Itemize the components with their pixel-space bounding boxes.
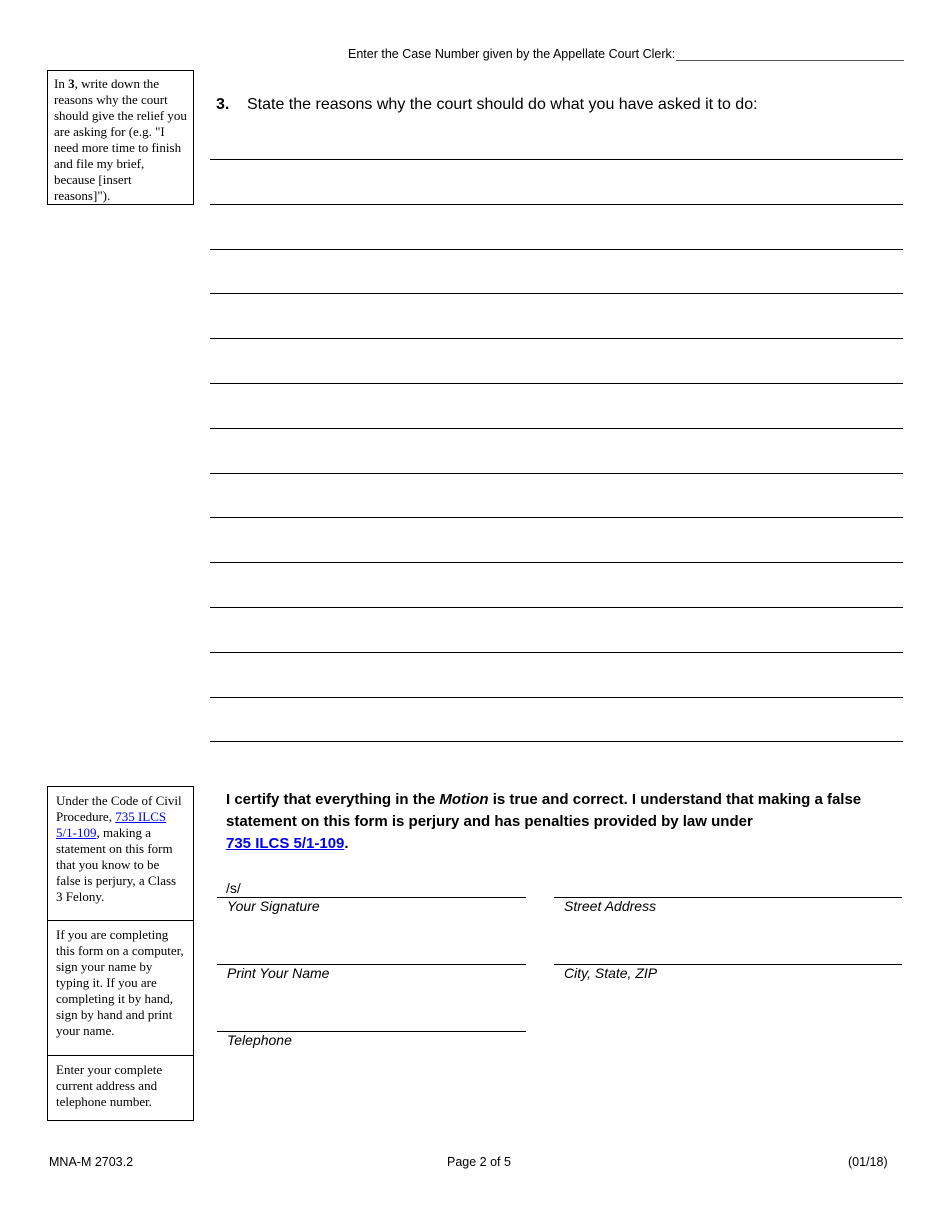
answer-line[interactable]	[210, 473, 903, 474]
perjury-note: Under the Code of Civil Procedure, 735 ILCS 5/1-109, making a statement on this form that you know to be false is perjury, a Class 3 Felony.	[56, 793, 182, 904]
question-3	[216, 96, 758, 114]
case-number-row	[348, 47, 904, 61]
instruction-box-signature	[47, 786, 194, 1121]
city-state-zip-label: City, State, ZIP	[564, 965, 658, 981]
answer-line[interactable]	[210, 293, 903, 294]
print-name-label: Print Your Name	[227, 965, 330, 981]
answer-line[interactable]	[210, 517, 903, 518]
certification-statement: I certify that everything in the Motion is true and correct. I understand that making a false statement on this form is perjury and has penalties provided by law under 735 ILCS 5/1-109.	[226, 791, 862, 852]
street-address-label: Street Address	[564, 898, 657, 914]
answer-line[interactable]	[210, 204, 903, 205]
signature-field[interactable]: /s/	[226, 880, 241, 896]
form-id: MNA-M 2703.2	[49, 1155, 134, 1169]
answer-line[interactable]	[210, 607, 903, 608]
telephone-label: Telephone	[227, 1032, 292, 1048]
answer-line[interactable]	[210, 159, 903, 160]
answer-line[interactable]	[210, 741, 903, 742]
case-number-label: Enter the Case Number given by the Appellate Court Clerk:	[348, 47, 676, 61]
question-text: State the reasons why the court should do what you have asked it to do:	[247, 96, 758, 113]
answer-line[interactable]	[210, 562, 903, 563]
case-number-field[interactable]	[676, 47, 904, 61]
answer-line[interactable]	[210, 249, 903, 250]
statute-link-sidebar[interactable]: 735 ILCS 5/1-109	[56, 809, 167, 840]
revision-date: (01/18)	[848, 1155, 888, 1169]
question-number: 3.	[216, 96, 230, 113]
instruction-box-reasons	[47, 70, 194, 205]
answer-line[interactable]	[210, 338, 903, 339]
sign-note: If you are completing this form on a computer, sign your name by typing it. If you are completing it by hand, sign by hand and print your name.	[48, 920, 193, 1055]
statute-link-certification[interactable]: 735 ILCS 5/1-109	[226, 835, 345, 852]
answer-line[interactable]	[210, 652, 903, 653]
answer-line[interactable]	[210, 428, 903, 429]
instruction-text-reasons: In 3, write down the reasons why the court should give the relief you are asking for (e.g. "I need more time to finish and file my brief, because [insert reasons]").	[54, 76, 187, 203]
page-number: Page 2 of 5	[447, 1155, 511, 1169]
address-note: Enter your complete current address and telephone number.	[48, 1055, 193, 1116]
signature-label: Your Signature	[227, 898, 320, 914]
answer-line[interactable]	[210, 383, 903, 384]
answer-line[interactable]	[210, 697, 903, 698]
